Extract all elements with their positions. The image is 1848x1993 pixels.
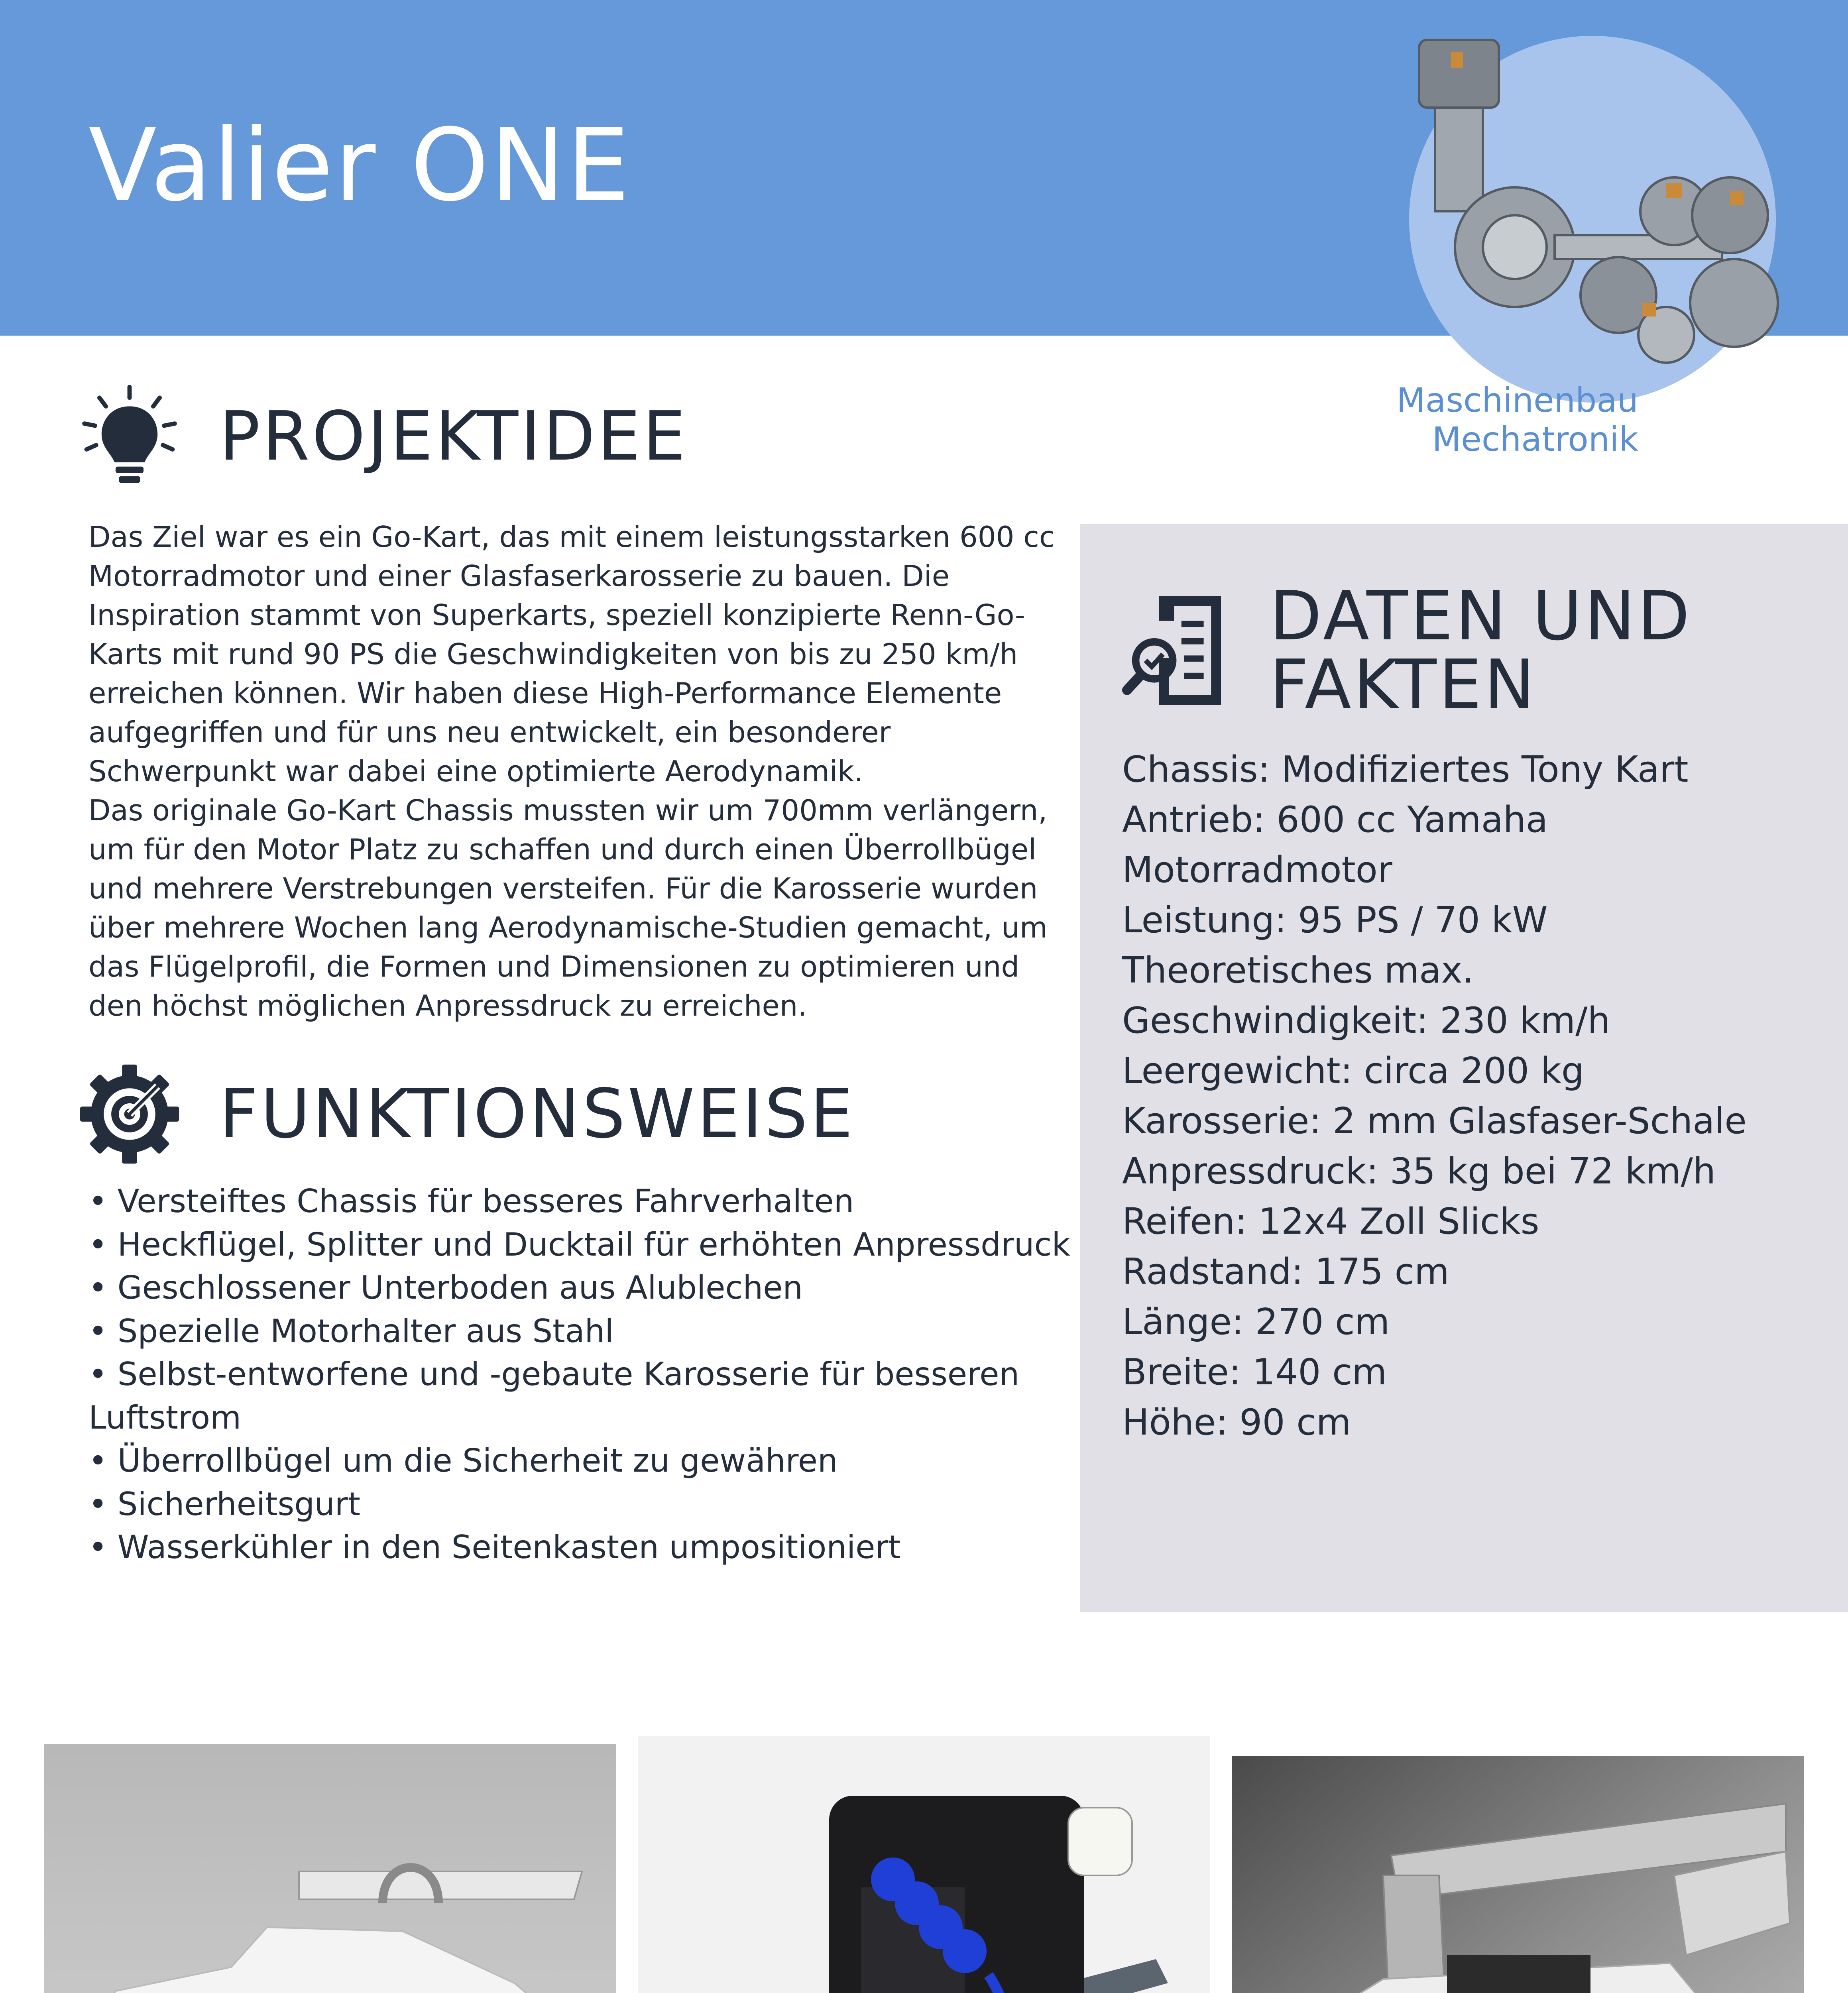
list-item: • Heckflügel, Splitter und Ducktail für erhöhten Anpressdruck <box>88 1226 1070 1263</box>
list-item: • Geschlossener Unterboden aus Alublechen <box>88 1269 803 1306</box>
fact-item: Anpressdruck: 35 kg bei 72 km/h <box>1122 1150 1716 1192</box>
engine-photo <box>638 1736 1210 1993</box>
document-search-icon <box>1122 589 1246 712</box>
department-label <box>1311 381 1638 459</box>
funktionsweise-list <box>88 1180 1085 1569</box>
gokart-rear-photo <box>1232 1756 1804 1993</box>
fact-item: Karosserie: 2 mm Glasfaser-Schale <box>1122 1100 1747 1142</box>
list-item: • Versteiftes Chassis für besseres Fahrverhalten <box>88 1183 854 1220</box>
fact-item: Reifen: 12x4 Zoll Slicks <box>1122 1201 1539 1242</box>
list-item: Luftstrom <box>88 1399 242 1436</box>
department-line-1: Maschinenbau <box>1396 381 1638 420</box>
paragraph-line: um für den Motor Platz zu schaffen und durch einen Überrollbügel <box>88 833 1037 866</box>
fact-item: Antrieb: 600 cc Yamaha <box>1122 799 1548 841</box>
fact-item: Chassis: Modifiziertes Tony Kart <box>1122 749 1689 790</box>
list-item: • Wasserkühler in den Seitenkasten umpositioniert <box>88 1529 901 1566</box>
department-line-2: Mechatronik <box>1432 420 1638 459</box>
paragraph-line: und mehrere Verstrebungen versteifen. Für die Karosserie wurden <box>88 872 1038 905</box>
lightbulb-icon <box>76 383 183 490</box>
daten-heading <box>1270 577 1692 724</box>
paragraph-line: das Flügelprofil, die Formen und Dimensionen zu optimieren und <box>88 950 1020 983</box>
fact-item: Länge: 270 cm <box>1122 1301 1390 1343</box>
fact-item: Höhe: 90 cm <box>1122 1401 1351 1443</box>
funktionsweise-heading: FUNKTIONSWEISE <box>219 1075 855 1154</box>
list-item: • Überrollbügel um die Sicherheit zu gewähren <box>88 1442 838 1479</box>
projektidee-header <box>76 383 688 490</box>
fact-item: Geschwindigkeit: 230 km/h <box>1122 1000 1610 1042</box>
page-title: Valier ONE <box>88 107 631 223</box>
fact-item: Leergewicht: circa 200 kg <box>1122 1050 1584 1092</box>
daten-heading-line-2: FAKTEN <box>1270 645 1537 724</box>
daten-heading-line-1: DATEN UND <box>1270 577 1692 656</box>
gokart-body-photo <box>44 1744 616 1993</box>
fact-item: Theoretisches max. <box>1122 949 1474 991</box>
gear-assembly-image <box>1403 24 1794 399</box>
list-item: • Sicherheitsgurt <box>88 1485 360 1523</box>
fact-item: Breite: 140 cm <box>1122 1351 1387 1393</box>
paragraph-line: Motorradmotor und einer Glasfaserkarosserie zu bauen. Die <box>88 559 950 593</box>
facts-list <box>1122 745 1840 1448</box>
list-item: • Selbst-entworfene und -gebaute Karosserie für besseren <box>88 1356 1020 1393</box>
fact-item: Motorradmotor <box>1122 849 1392 891</box>
paragraph-line: Das originale Go-Kart Chassis mussten wir um 700mm verlängern, <box>88 794 1048 827</box>
fact-item: Leistung: 95 PS / 70 kW <box>1122 899 1548 941</box>
paragraph-line: aufgegriffen und für uns neu entwickelt, ein besonderer <box>88 715 891 749</box>
paragraph-line: Karts mit rund 90 PS die Geschwindigkeiten von bis zu 250 km/h <box>88 637 1018 671</box>
paragraph-line: Das Ziel war es ein Go-Kart, das mit einem leistungsstarken 600 cc <box>88 520 1055 554</box>
daten-header <box>1122 577 1692 724</box>
paragraph-line: Schwerpunkt war dabei eine optimierte Aerodynamik. <box>88 755 863 788</box>
paragraph-line: über mehrere Wochen lang Aerodynamische-Studien gemacht, um <box>88 911 1048 944</box>
projektidee-heading: PROJEKTIDEE <box>219 397 688 476</box>
funktionsweise-header <box>76 1060 855 1168</box>
list-item: • Spezielle Motorhalter aus Stahl <box>88 1312 614 1350</box>
projektidee-text <box>88 517 1065 1025</box>
paragraph-line: den höchst möglichen Anpressdruck zu erreichen. <box>88 989 807 1022</box>
fact-item: Radstand: 175 cm <box>1122 1251 1449 1293</box>
paragraph-line: Inspiration stammt von Superkarts, speziell konzipierte Renn-Go- <box>88 598 1025 632</box>
gear-target-icon <box>76 1060 183 1168</box>
paragraph-line: erreichen können. Wir haben diese High-Performance Elemente <box>88 676 1002 710</box>
